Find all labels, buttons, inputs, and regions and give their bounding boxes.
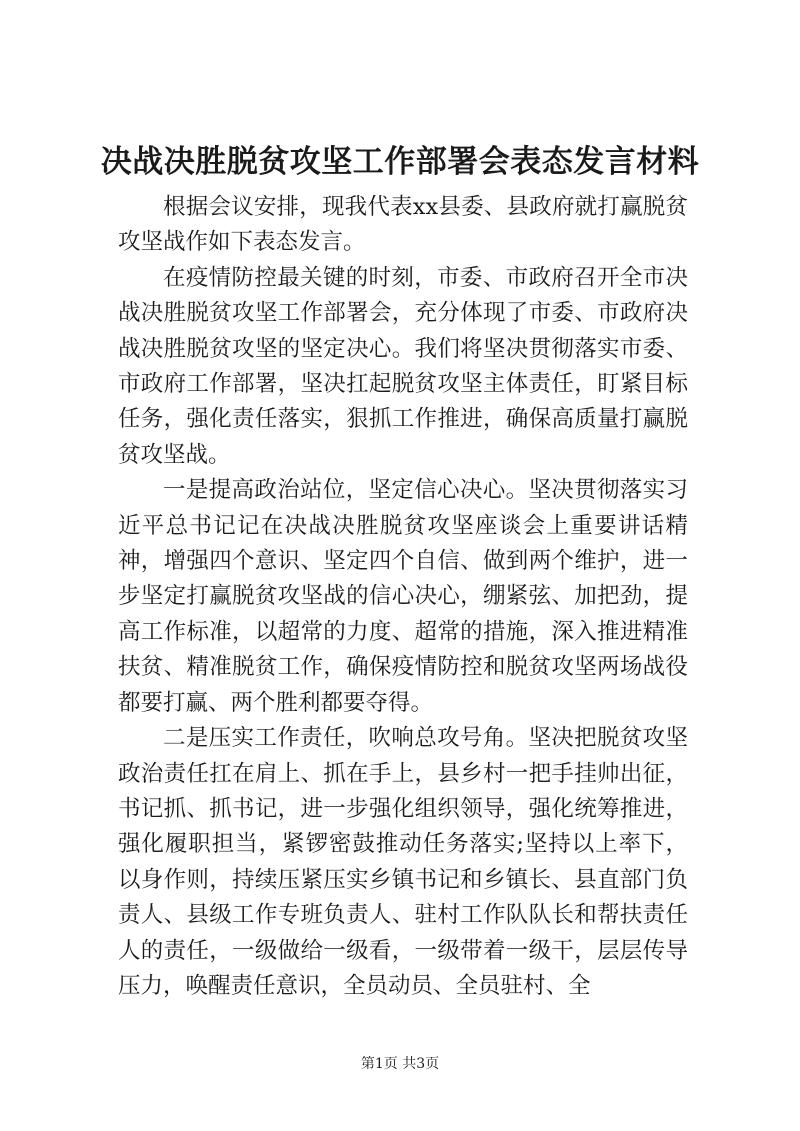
paragraph-3: 一是提高政治站位，坚定信心决心。坚决贯彻落实习近平总书记记在决战决胜脱贫攻坚座谈会上重要讲话精神，增强四个意识、坚定四个自信、做到两个维护，进一步坚定打赢脱贫攻坚战的信心决心，绷紧弦、加把劲，提高工作标准，以超常的力度、超常的措施，深入推进精准扶贫、精准脱贫工作，确保疫情防控和脱贫攻坚两场战役都要打赢、两个胜利都要夺得。 bbox=[118, 477, 688, 716]
document-body bbox=[118, 190, 688, 1004]
page-number-footer: 第1页 共3页 bbox=[360, 1056, 440, 1072]
paragraph-2: 在疫情防控最关键的时刻，市委、市政府召开全市决战决胜脱贫攻坚工作部署会，充分体现了市委、市政府决战决胜脱贫攻坚的坚定决心。我们将坚决贯彻落实市委、市政府工作部署，坚决扛起脱贫攻坚主体责任，盯紧目标任务，强化责任落实，狠抓工作推进，确保高质量打赢脱贫攻坚战。 bbox=[118, 264, 688, 468]
paragraph-1: 根据会议安排，现我代表xx县委、县政府就打赢脱贫攻坚战作如下表态发言。 bbox=[118, 194, 688, 256]
paragraph-4: 二是压实工作责任，吹响总攻号角。坚决把脱贫攻坚政治责任扛在肩上、抓在手上，县乡村一把手挂帅出征，书记抓、抓书记，进一步强化组织领导，强化统筹推进，强化履职担当，紧锣密鼓推动任务落实;坚持以上率下，以身作则，持续压紧压实乡镇书记和乡镇长、县直部门负责人、县级工作专班负责人、驻村工作队队长和帮扶责任人的责任，一级做给一级看，一级带着一级干，层层传导压力，唤醒责任意识，全员动员、全员驻村、全 bbox=[118, 725, 688, 999]
document-title: 决战决胜脱贫攻坚工作部署会表态发言材料 bbox=[100, 144, 700, 180]
